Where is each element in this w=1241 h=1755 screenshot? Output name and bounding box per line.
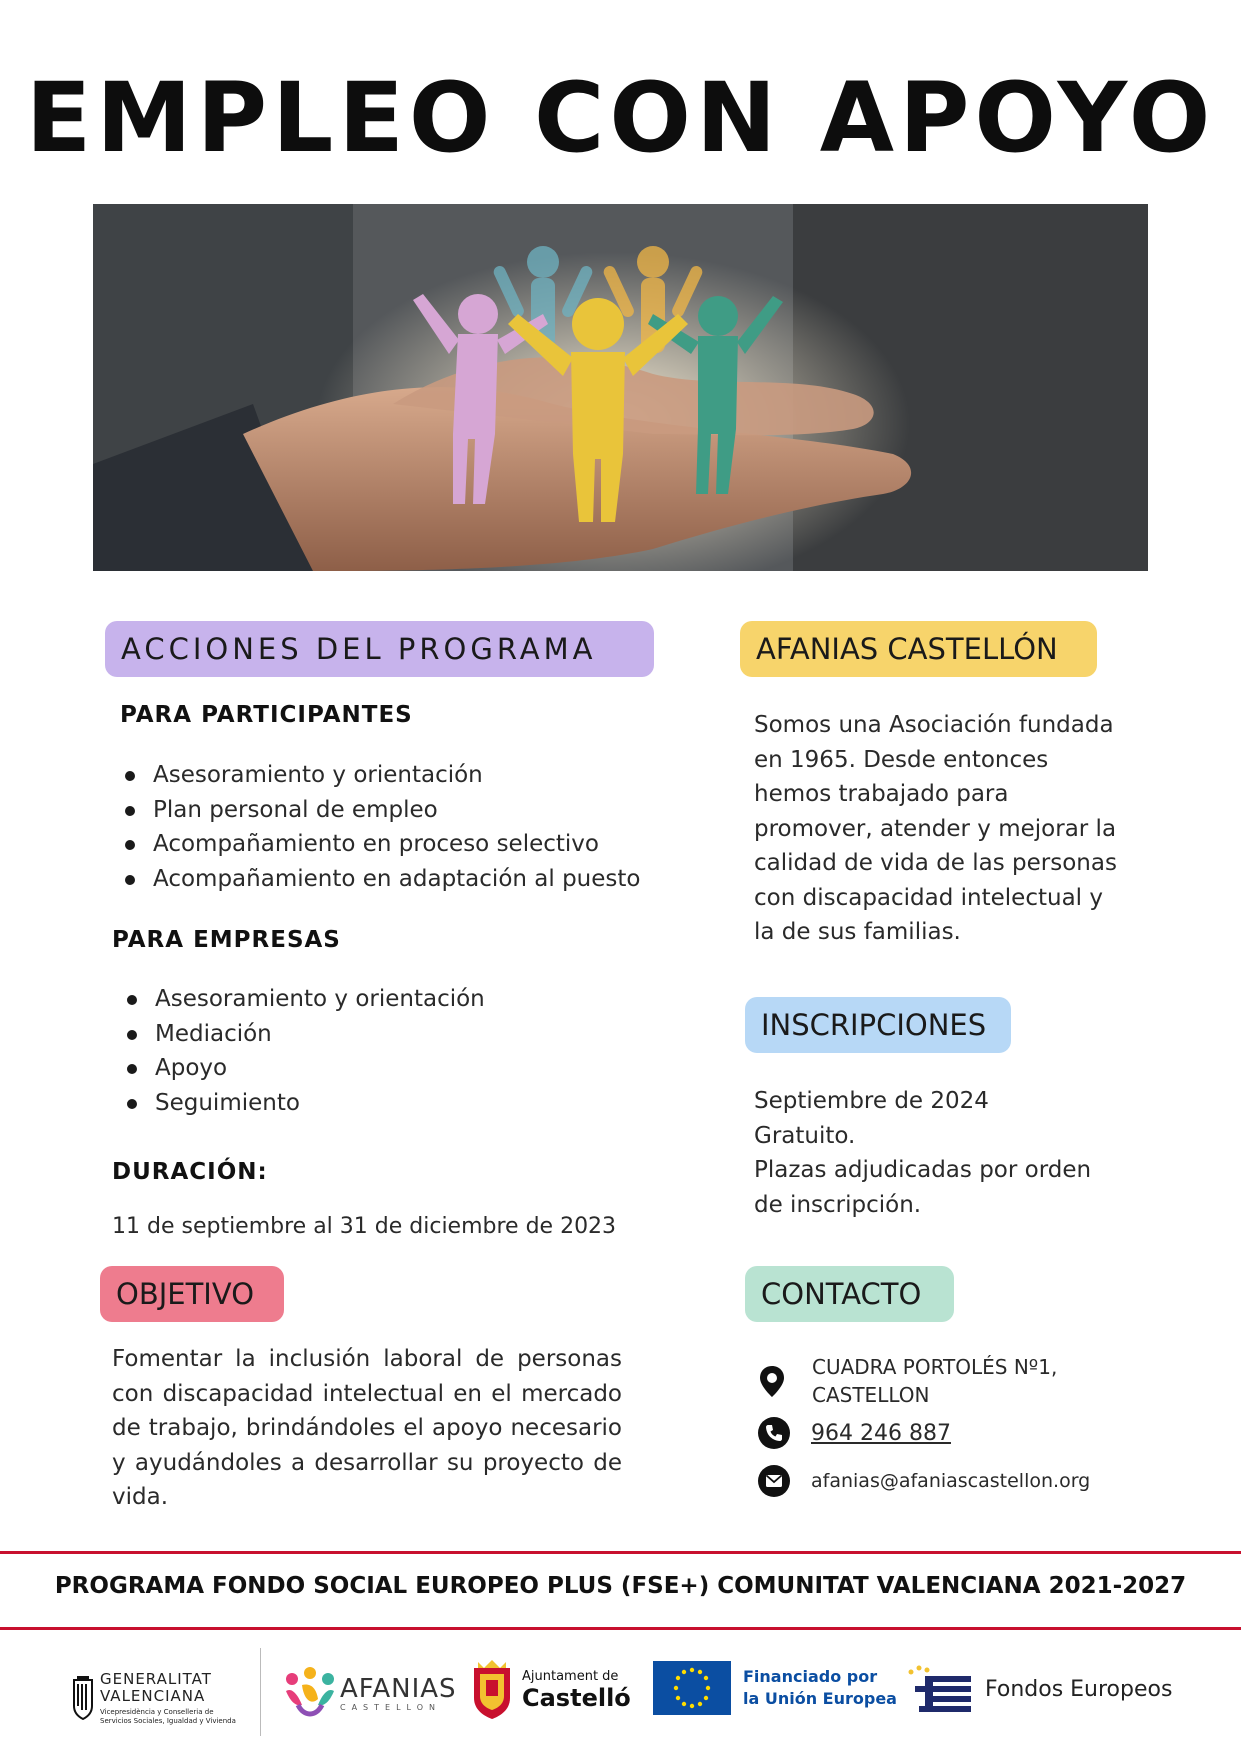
generalitat-line-1: GENERALITAT bbox=[100, 1669, 212, 1688]
eu-line-2: la Unión Europea bbox=[743, 1689, 897, 1708]
empresas-heading: PARA EMPRESAS bbox=[112, 927, 341, 953]
fondos-europeos-logo bbox=[905, 1662, 1172, 1716]
hero-image bbox=[93, 204, 1148, 571]
empresas-list bbox=[123, 982, 485, 1120]
afanias-logo bbox=[282, 1658, 457, 1728]
inscripciones-label: INSCRIPCIONES bbox=[745, 997, 1011, 1053]
generalitat-shield-icon bbox=[72, 1676, 94, 1720]
logo-divider bbox=[260, 1648, 261, 1736]
ajuntament-line-1: Ajuntament de bbox=[522, 1668, 619, 1684]
footer-rule-bottom bbox=[0, 1627, 1241, 1630]
eu-flag-icon bbox=[653, 1661, 731, 1715]
afanias-label: AFANIAS CASTELLÓN bbox=[740, 621, 1097, 677]
generalitat-logo bbox=[72, 1658, 236, 1738]
inscripciones-text bbox=[754, 1084, 1124, 1222]
generalitat-sub-2: Servicios Sociales, Igualdad y Vivienda bbox=[100, 1716, 236, 1725]
objetivo-text: Fomentar la inclusión laboral de personas con discapacidad intelectual en el mercado de trabajo, brindándoles el apoyo necesario y ayudándoles a desarrollar su proyecto de vida. bbox=[112, 1346, 622, 1510]
eu-logo bbox=[653, 1660, 897, 1716]
participantes-list bbox=[121, 758, 640, 896]
inscripciones-date: Septiembre de 2024 bbox=[754, 1088, 989, 1114]
inscripciones-price: Gratuito. bbox=[754, 1122, 856, 1149]
list-item: Acompañamiento en adaptación al puesto bbox=[121, 862, 640, 897]
fse-program-title: PROGRAMA FONDO SOCIAL EUROPEO PLUS (FSE+) COMUNITAT VALENCIANA 2021-2027 bbox=[54, 1573, 1187, 1599]
ajuntament-line-2: Castelló bbox=[522, 1683, 631, 1712]
afanias-logo-text: AFANIAS bbox=[340, 1673, 457, 1704]
ajuntament-logo bbox=[470, 1656, 631, 1724]
participantes-heading: PARA PARTICIPANTES bbox=[120, 702, 413, 728]
list-item: Plan personal de empleo bbox=[121, 793, 640, 828]
email-icon bbox=[757, 1464, 791, 1498]
generalitat-line-2: VALENCIANA bbox=[100, 1686, 206, 1705]
duracion-text: 11 de septiembre al 31 de diciembre de 2023 bbox=[112, 1214, 617, 1239]
list-item: Acompañamiento en proceso selectivo bbox=[121, 827, 640, 862]
email-text[interactable]: afanias@afaniascastellon.org bbox=[811, 1470, 1091, 1492]
objetivo-label: OBJETIVO bbox=[100, 1266, 284, 1322]
inscripciones-note: Plazas adjudicadas por orden de inscripción. bbox=[754, 1157, 1092, 1218]
phone-link[interactable]: 964 246 887 bbox=[811, 1420, 951, 1446]
fondos-europeos-text: Fondos Europeos bbox=[985, 1676, 1173, 1702]
afanias-text: Somos una Asociación fundada en 1965. Desde entonces hemos trabajado para promover, atender y mejorar la calidad de vida de las personas con discapacidad intelectual y la de sus familias. bbox=[754, 712, 1117, 945]
generalitat-sub-1: Vicepresidència y Conselleria de bbox=[100, 1707, 214, 1716]
phone-row bbox=[757, 1416, 951, 1450]
list-item: Asesoramiento y orientación bbox=[123, 982, 485, 1017]
sponsor-logos bbox=[0, 1648, 1241, 1748]
duracion-heading: DURACIÓN: bbox=[112, 1159, 268, 1185]
map-pin-icon bbox=[755, 1364, 789, 1398]
email-row bbox=[757, 1464, 1090, 1498]
address-line-1: CUADRA PORTOLÉS Nº1, bbox=[812, 1355, 1058, 1379]
fondos-europeos-icon bbox=[905, 1664, 975, 1714]
phone-icon bbox=[757, 1416, 791, 1450]
afanias-people-icon bbox=[282, 1665, 338, 1721]
list-item: Asesoramiento y orientación bbox=[121, 758, 640, 793]
castello-crest-icon bbox=[470, 1660, 514, 1720]
eu-line-1: Financiado por bbox=[743, 1667, 878, 1686]
list-item: Seguimiento bbox=[123, 1086, 485, 1121]
list-item: Mediación bbox=[123, 1017, 485, 1052]
contacto-label: CONTACTO bbox=[745, 1266, 954, 1322]
page-title: EMPLEO CON APOYO bbox=[25, 62, 1216, 174]
address-text bbox=[812, 1353, 1057, 1409]
address-line-2: CASTELLON bbox=[812, 1383, 930, 1407]
afanias-logo-sub: CASTELLON bbox=[340, 1702, 441, 1712]
address-row bbox=[755, 1353, 1057, 1409]
footer-rule-top bbox=[0, 1551, 1241, 1554]
list-item: Apoyo bbox=[123, 1051, 485, 1086]
acciones-label: ACCIONES DEL PROGRAMA bbox=[105, 621, 654, 677]
